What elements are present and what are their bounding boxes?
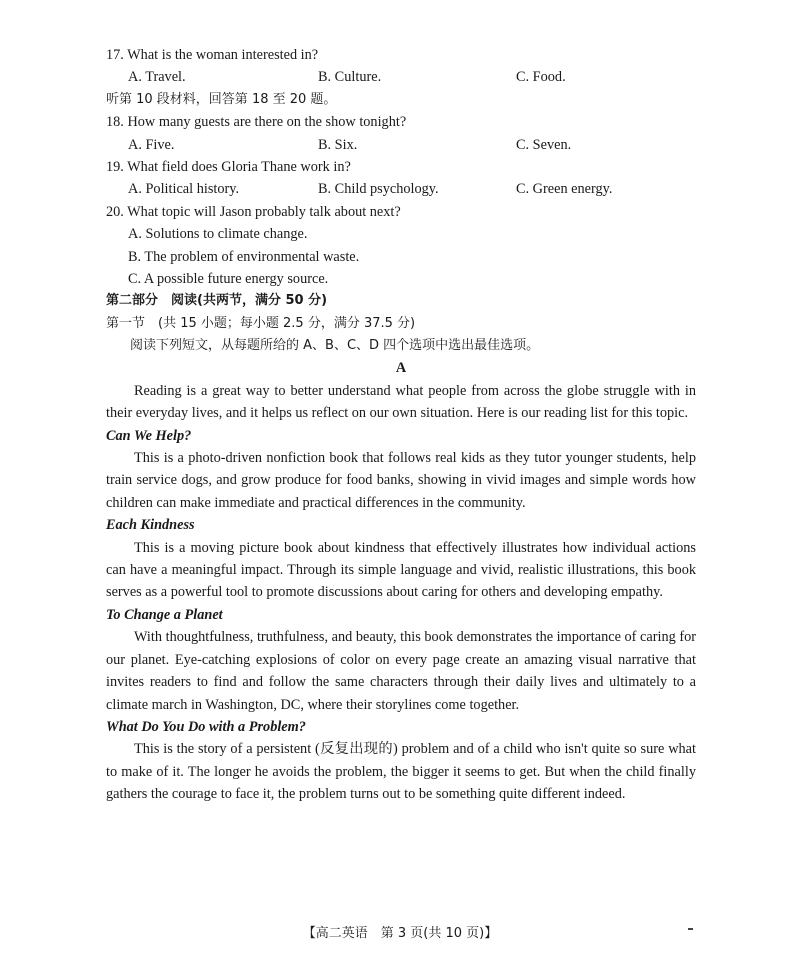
option-c: C. Seven. bbox=[516, 136, 572, 153]
book-title: Each Kindness bbox=[106, 517, 195, 534]
part-2-heading: 第二部分 阅读(共两节，满分 50 分) bbox=[106, 293, 328, 309]
page-footer: 【高二英语 第 3 页(共 10 页)】 bbox=[302, 926, 498, 941]
question-17-options bbox=[106, 66, 696, 88]
reading-instruction: 阅读下列短文，从每题所给的 A、B、C、D 四个选项中选出最佳选项。 bbox=[130, 338, 540, 354]
listening-section-10-instruction: 听第 10 段材料，回答第 18 至 20 题。 bbox=[106, 91, 337, 107]
option-a: A. Solutions to climate change. bbox=[128, 226, 308, 243]
option-b: B. Six. bbox=[318, 136, 358, 153]
question-19-options bbox=[106, 178, 696, 200]
question-20-stem: 20. What topic will Jason probably talk about next? bbox=[106, 203, 401, 220]
passage-intro: Reading is a great way to better understand what people from across the globe struggle with in their everyday lives, and it helps us reflect on our own situation. Here is our reading list for this topic. bbox=[106, 382, 696, 422]
option-b: B. Culture. bbox=[318, 69, 382, 86]
option-c: C. Green energy. bbox=[516, 181, 613, 198]
corner-mark bbox=[688, 928, 693, 930]
option-b: B. Child psychology. bbox=[318, 181, 439, 198]
question-18-options bbox=[106, 134, 696, 156]
question-17-stem: 17. What is the woman interested in? bbox=[106, 47, 319, 63]
question-18-stem: 18. How many guests are there on the show tonight? bbox=[106, 114, 407, 131]
book-description: This is a photo-driven nonfiction book that follows real kids as they tutor younger students, help train service dogs, and grow produce for food banks, showing in vivid images and simple words how children can make immediate and practical differences in the community. bbox=[106, 450, 696, 511]
section-1-heading: 第一节 (共 15 小题；每小题 2.5 分，满分 37.5 分) bbox=[106, 315, 416, 331]
option-c: C. Food. bbox=[516, 69, 566, 86]
question-19-stem: 19. What field does Gloria Thane work in? bbox=[106, 158, 351, 175]
book-title: What Do You Do with a Problem? bbox=[106, 718, 306, 735]
book-description: With thoughtfulness, truthfulness, and beauty, this book demonstrates the importance of caring for our planet. Eye-catching explosions of color on every page create an amazing visual narrative that invites readers to find and follow the same characters through their daily lives and ultimately to a climate march in Washington, DC, where their storylines come together. bbox=[106, 629, 696, 713]
option-b: B. The problem of environmental waste. bbox=[128, 248, 360, 265]
option-a: A. Five. bbox=[128, 136, 175, 153]
book-title: Can We Help? bbox=[106, 427, 192, 444]
book-title: To Change a Planet bbox=[106, 606, 223, 623]
option-a: A. Travel. bbox=[128, 69, 186, 86]
option-c: C. A possible future energy source. bbox=[128, 270, 329, 287]
book-description: This is the story of a persistent (反复出现的) problem and of a child who isn't quite so sure what to make of it. The longer he avoids the problem, the bigger it seems to get. But when the child finally gathers the courage to face it, the problem turns out to be something quite different indeed. bbox=[106, 741, 696, 803]
passage-label: A bbox=[395, 360, 407, 377]
book-description: This is a moving picture book about kindness that effectively illustrates how individual actions can have a meaningful impact. Through its simple language and vivid, realistic illustrations, this book serves as a powerful tool to promote discussions about caring for others and developing empathy. bbox=[106, 539, 696, 601]
exam-page bbox=[106, 44, 696, 806]
option-a: A. Political history. bbox=[128, 181, 240, 198]
